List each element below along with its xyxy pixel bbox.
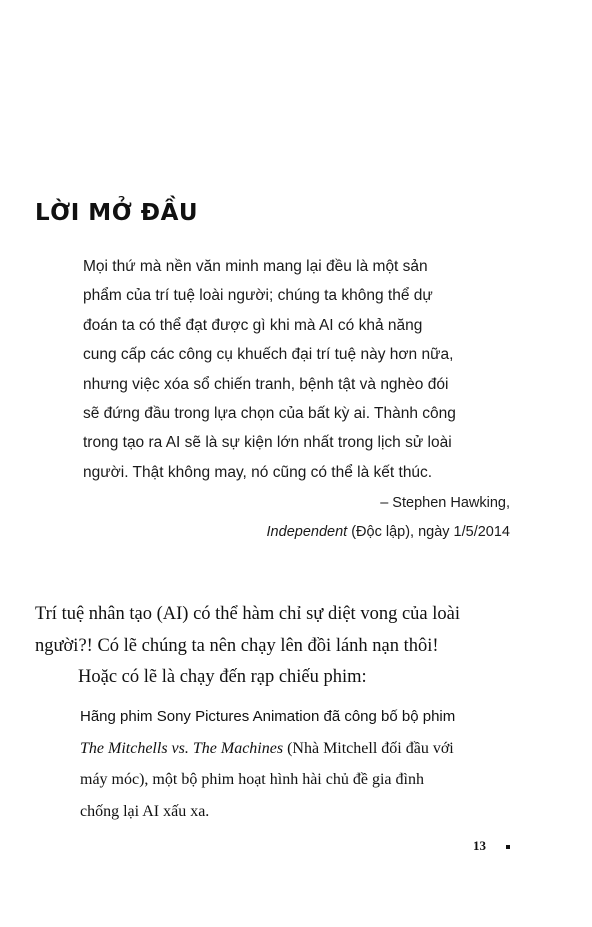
block-quote [80,701,560,827]
attribution-source: Independent [266,524,348,540]
studio-name: Sony Pictures Animation [156,708,320,725]
quote-text: (Nhà Mitchell đối đầu với [283,739,454,757]
attribution-source-line [267,518,510,547]
epigraph-line: cung cấp các công cụ khuếch đại trí tuệ này hơn nữa, [83,346,454,364]
quote-text: Hãng phim [80,708,157,725]
quote-text: đã công bố bộ phim [319,708,456,725]
epigraph-line: người. Thật không may, nó cũng có thể là kết thúc. [83,463,433,481]
quote-line [80,701,560,733]
chapter-title: LỜI MỞ ĐẦU [35,200,199,226]
body-text [35,599,560,694]
paragraph-line: Trí tuệ nhân tạo (AI) có thể hàm chỉ sự diệt vong của loài [35,604,460,624]
page-number-bullet [506,845,510,849]
epigraph-line: Mọi thứ mà nền văn minh mang lại đều là một sản [83,258,428,275]
attribution-date: (Độc lập), ngày 1/5/2014 [347,524,510,540]
quote-line: máy móc), một bộ phim hoạt hình hài chủ đề gia đình [80,771,424,788]
film-title: The Mitchells vs. The Machines [80,739,284,757]
epigraph-quote [83,252,553,487]
attribution-author: – Stephen Hawking, [380,495,510,511]
page-number: 13 [473,838,486,853]
epigraph-line: nhưng việc xóa sổ chiến tranh, bệnh tật và nghèo đói [83,375,449,393]
epigraph-line: trong tạo ra AI sẽ là sự kiện lớn nhất trong lịch sử loài [83,434,452,452]
paragraph-line: Hoặc có lẽ là chạy đến rạp chiếu phim: [78,667,367,687]
epigraph-line: phẩm của trí tuệ loài người; chúng ta không thể dự [83,287,433,305]
epigraph-attribution [267,489,510,547]
epigraph-line: sẽ đứng đầu trong lựa chọn của bất kỳ ai. Thành công [83,405,456,423]
epigraph-line: đoán ta có thể đạt được gì khi mà AI có khả năng [83,316,423,334]
paragraph-line: người?! Có lẽ chúng ta nên chạy lên đồi lánh nạn thôi! [35,635,439,656]
quote-line [80,733,560,765]
quote-line: chống lại AI xấu xa. [80,802,210,820]
